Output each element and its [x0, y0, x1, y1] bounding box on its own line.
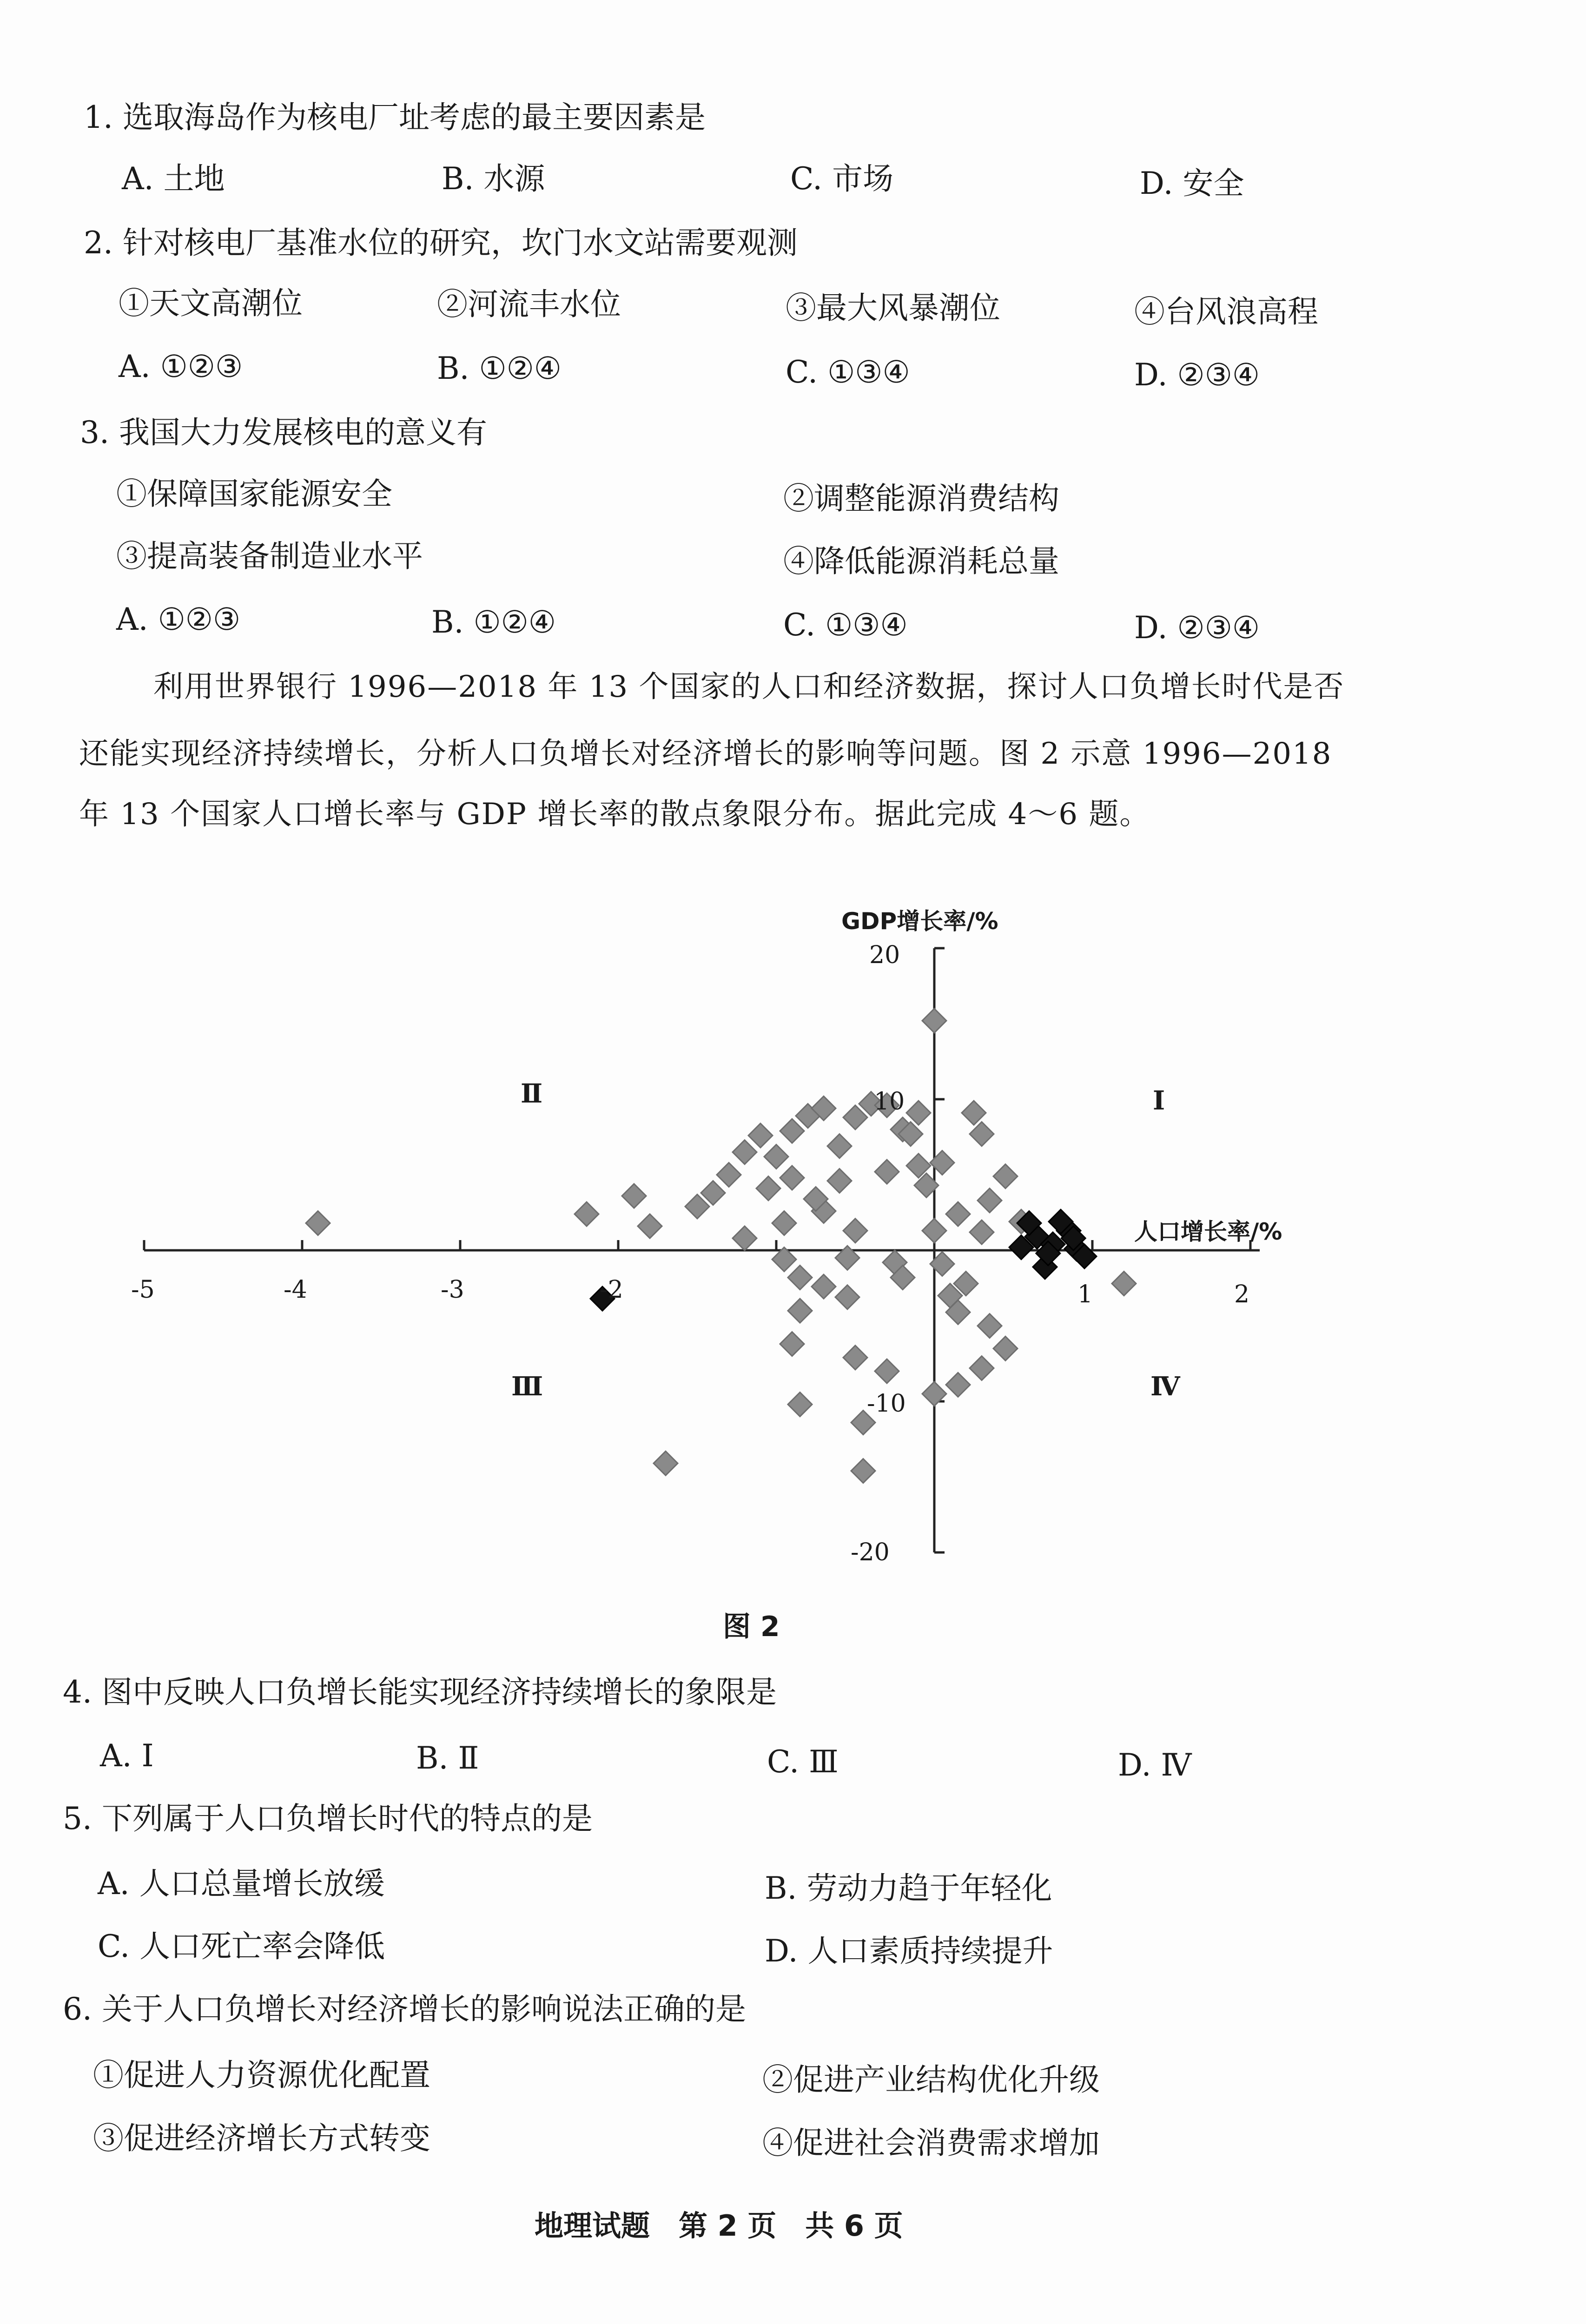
scatter-point-gray [978, 1188, 1002, 1213]
scatter-point-gray [906, 1101, 931, 1125]
q3-option-d: D. ②③④ [1134, 610, 1260, 646]
x-tick-1: 1 [1077, 1281, 1093, 1308]
q2-item-1: ①天文高潮位 [119, 285, 303, 321]
x-tick-2: 2 [1234, 1281, 1250, 1308]
scatter-point-gray [922, 1009, 946, 1033]
figure-caption: 图 2 [723, 1611, 780, 1643]
q6-item-4: ④促进社会消费需求增加 [762, 2125, 1100, 2161]
q1-option-b: B. 水源 [442, 161, 545, 197]
scatter-point-gray [946, 1373, 970, 1397]
q4-option-a: A. Ⅰ [100, 1738, 154, 1774]
q5-stem: 5. 下列属于人口负增长时代的特点的是 [63, 1801, 593, 1836]
q3-item-1: ①保障国家能源安全 [116, 476, 392, 512]
q6-stem: 6. 关于人口负增长对经济增长的影响说法正确的是 [63, 1991, 746, 2027]
quadrant-3-label: Ⅲ [511, 1371, 543, 1402]
q3-stem: 3. 我国大力发展核电的意义有 [80, 415, 487, 450]
y-axis-label: GDP增长率/% [841, 908, 998, 935]
scatter-point-gray [843, 1346, 867, 1370]
scatter-point-gray [978, 1314, 1002, 1338]
x-tick-neg3: -3 [441, 1276, 464, 1304]
scatter-point-gray [851, 1459, 875, 1483]
q6-item-2: ②促进产业结构优化升级 [762, 2062, 1100, 2098]
scatter-point-gray [812, 1274, 836, 1299]
scatter-point-gray [772, 1211, 796, 1235]
scatter-point-gray [993, 1336, 1018, 1360]
q3-option-c: C. ①③④ [783, 607, 908, 643]
y-tick-10: 10 [874, 1088, 905, 1116]
q2-option-d: D. ②③④ [1134, 357, 1260, 393]
scatter-point-gray [875, 1160, 899, 1184]
q1-stem: 1. 选取海岛作为核电厂址考虑的最主要因素是 [84, 99, 706, 135]
scatter-point-gray [654, 1451, 678, 1475]
x-tick-neg5: -5 [131, 1276, 155, 1304]
q6-item-1: ①促进人力资源优化配置 [93, 2057, 430, 2093]
scatter-point-gray [733, 1226, 757, 1250]
x-axis-label: 人口增长率/% [1134, 1218, 1282, 1245]
q2-item-2: ②河流丰水位 [437, 286, 621, 322]
scatter-point-gray [970, 1356, 994, 1380]
quadrant-2-label: Ⅱ [521, 1078, 543, 1109]
y-tick-20: 20 [869, 941, 900, 969]
q1-option-a: A. 土地 [122, 161, 225, 197]
q3-option-a: A. ①②③ [116, 601, 241, 637]
q5-option-a: A. 人口总量增长放缓 [98, 1866, 385, 1901]
scatter-point-gray [962, 1101, 986, 1125]
scatter-point-gray [733, 1140, 757, 1164]
scatter-point-gray [788, 1266, 812, 1290]
intro-line-3: 年 13 个国家人口增长率与 GDP 增长率的散点象限分布。据此完成 4～6 题。 [79, 797, 1150, 832]
q1-option-d: D. 安全 [1140, 165, 1244, 201]
scatter-point-gray [1112, 1272, 1136, 1296]
scatter-point-gray [946, 1202, 970, 1226]
q4-stem: 4. 图中反映人口负增长能实现经济持续增长的象限是 [63, 1674, 777, 1710]
scatter-point-gray [306, 1211, 330, 1235]
scatter-point-gray [780, 1119, 804, 1143]
scatter-point-gray [622, 1184, 646, 1208]
scatter-point-gray [756, 1176, 780, 1201]
scatter-point-gray [780, 1166, 804, 1190]
scatter-point-gray [780, 1332, 804, 1356]
scatter-point-gray [993, 1164, 1018, 1188]
intro-line-2: 还能实现经济持续增长，分析人口负增长对经济增长的影响等问题。图 2 示意 1996—2018 [79, 737, 1332, 771]
q2-stem: 2. 针对核电厂基准水位的研究，坎门水文站需要观测 [84, 225, 798, 261]
q5-option-c: C. 人口死亡率会降低 [98, 1928, 385, 1964]
scatter-point-gray [970, 1220, 994, 1244]
q3-item-4: ④降低能源消耗总量 [783, 543, 1059, 579]
scatter-point-gray [827, 1134, 852, 1158]
q3-option-b: B. ①②④ [431, 604, 556, 640]
scatter-point-gray [575, 1202, 599, 1226]
scatter-point-gray [638, 1214, 662, 1238]
scatter-point-gray [843, 1219, 867, 1243]
q2-item-4: ④台风浪高程 [1134, 294, 1318, 330]
q2-item-3: ③最大风暴潮位 [786, 290, 1000, 326]
q1-option-c: C. 市场 [790, 161, 894, 197]
scatter-point-gray [875, 1359, 899, 1383]
q2-option-a: A. ①②③ [119, 349, 243, 384]
scatter-point-gray [835, 1285, 859, 1309]
page-footer: 地理试题 第 2 页 共 6 页 [535, 2209, 903, 2243]
x-tick-neg2: -2 [600, 1276, 623, 1304]
y-tick-neg20: -20 [851, 1538, 890, 1566]
scatter-point-gray [748, 1123, 773, 1148]
q3-item-2: ②调整能源消费结构 [783, 481, 1059, 516]
scatter-point-gray [788, 1393, 812, 1417]
scatter-point-gray [970, 1122, 994, 1146]
q4-option-d: D. Ⅳ [1118, 1747, 1192, 1783]
scatter-point-gray [922, 1219, 946, 1243]
q4-option-c: C. Ⅲ [767, 1744, 839, 1780]
scatter-point-gray [717, 1163, 741, 1187]
quadrant-1-label: Ⅰ [1153, 1085, 1165, 1116]
q2-option-c: C. ①③④ [786, 354, 910, 390]
q2-option-b: B. ①②④ [437, 350, 562, 386]
q5-option-b: B. 劳动力趋于年轻化 [765, 1870, 1052, 1906]
quadrant-4-label: Ⅳ [1150, 1371, 1180, 1402]
intro-line-1: 利用世界银行 1996—2018 年 13 个国家的人口和经济数据，探讨人口负增长时代是否 [153, 670, 1345, 704]
y-tick-neg10: -10 [867, 1390, 906, 1418]
scatter-point-gray [764, 1145, 788, 1169]
x-tick-neg4: -4 [284, 1276, 307, 1304]
q5-option-d: D. 人口素质持续提升 [765, 1933, 1053, 1969]
scatter-point-gray [788, 1299, 812, 1323]
q3-item-3: ③提高装备制造业水平 [116, 538, 423, 574]
scatter-point-gray [827, 1169, 852, 1193]
q6-item-3: ③促进经济增长方式转变 [93, 2120, 430, 2156]
q4-option-b: B. Ⅱ [416, 1740, 479, 1776]
